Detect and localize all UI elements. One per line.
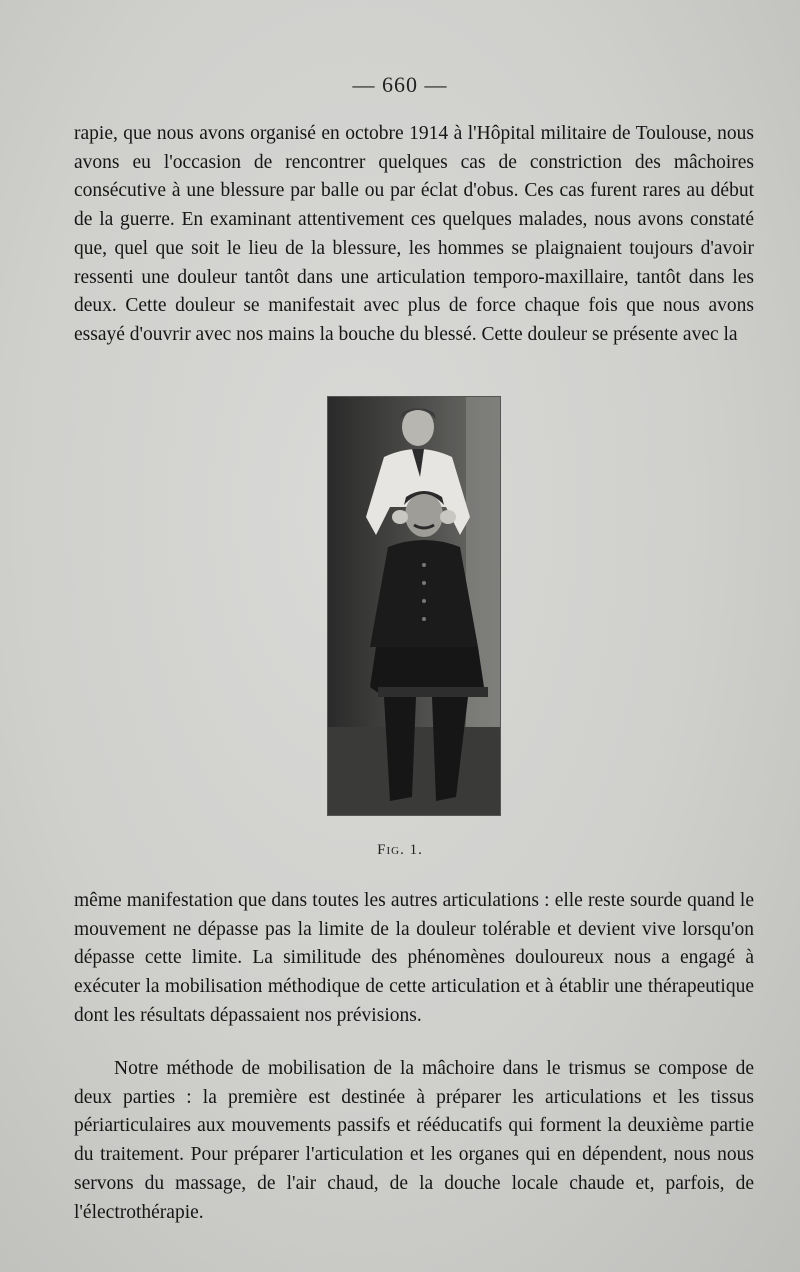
figure-photograph (327, 396, 501, 816)
paragraph-3: Notre méthode de mobilisation de la mâchoire dans le trismus se compose de deux parties : la première est destinée à préparer les articulations et les tissus périarticulaires aux mouvements passifs et rééducatifs qui forment la deuxième partie du traitement. Pour préparer l'articulation et les organes qui en dépendent, nous nous servons du massage, de l'air chaud, de la douche locale chaude et, parfois, de l'électrothérapie. (74, 1058, 754, 1223)
figure-caption: Fig. 1. (377, 842, 423, 858)
paragraph-2: même manifestation que dans toutes les autres articulations : elle reste sourde quand le mouvement ne dépasse pas la limite de la douleur tolérable et devient vive lorsqu'on dépasse cette limite. La similitude des phénomènes douloureux nous a engagé à exécuter la mobilisation méthodique de cette articulation et à établir une thérapeutique dont les résultats dépassaient nos prévisions. (74, 890, 754, 1026)
paragraph-1: rapie, que nous avons organisé en octobre 1914 à l'Hôpital militaire de Toulouse, nous avons eu l'occasion de rencontrer quelques cas de constriction des mâchoires consécutive à une blessure par balle ou par éclat d'obus. Ces cas furent rares au début de la guerre. En examinant attentivement ces quelques malades, nous avons constaté que, quel que soit le lieu de la blessure, les hommes se plaignaient toujours d'avoir ressenti une douleur tantôt dans une articulation temporo-maxillaire, tantôt dans les deux. Cette douleur se manifestait avec plus de force chaque fois que nous avons essayé d'ouvrir avec nos mains la bouche du blessé. Cette douleur se présente avec la (74, 123, 754, 345)
photograph-image (328, 397, 500, 815)
page-number: — 660 — (352, 72, 448, 97)
